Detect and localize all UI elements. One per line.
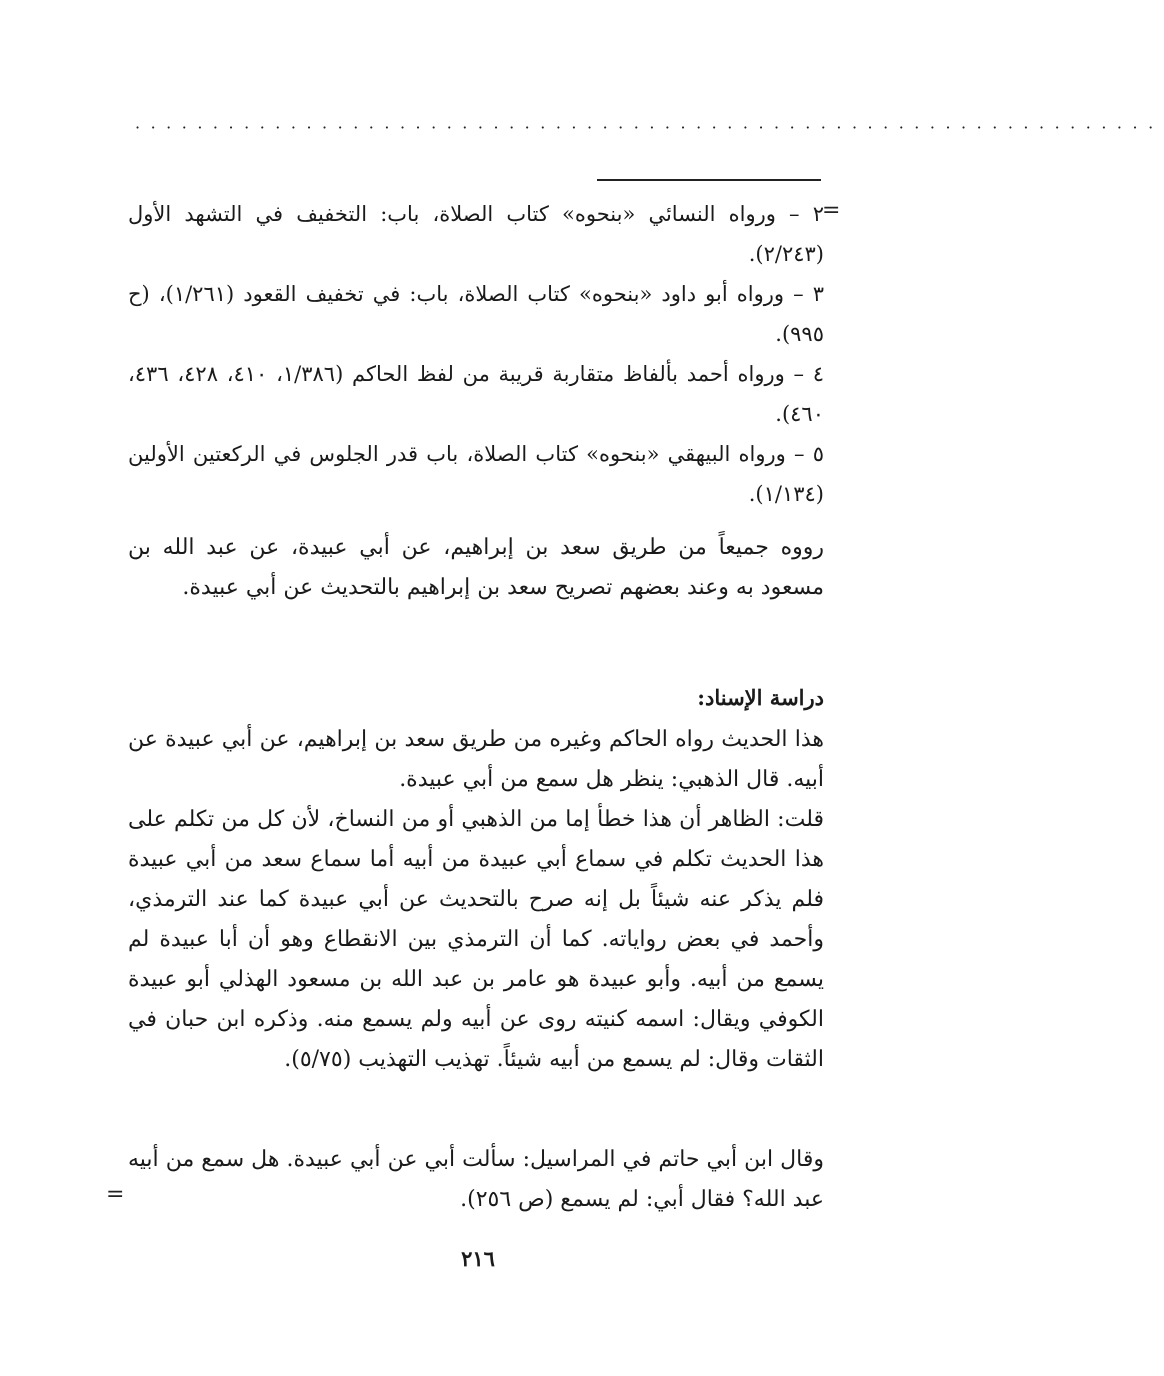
closing-paragraph: وقال ابن أبي حاتم في المراسيل: سألت أبي عن أبي عبيدة. هل سمع من أبيه عبد الله؟ فقال أبي: لم يسمع (ص ٢٥٦). xyxy=(128,1147,824,1212)
footnote-rule xyxy=(597,179,821,181)
footnotes xyxy=(128,194,824,514)
footnote-3: ٣ – ورواه أبو داود «بنحوه» كتاب الصلاة، باب: في تخفيف القعود (١/٢٦١)، (ح ٩٩٥). xyxy=(128,282,824,346)
summary-paragraph: رووه جميعاً من طريق سعد بن إبراهيم، عن أبي عبيدة، عن عبد الله بن مسعود به وعند بعضهم تصريح سعد بن إبراهيم بالتحديث عن أبي عبيدة. xyxy=(128,535,824,600)
footnote-4: ٤ – ورواه أحمد بألفاظ متقاربة قريبة من لفظ الحاكم (١/٣٨٦، ٤١٠، ٤٢٨، ٤٣٦، ٤٦٠). xyxy=(128,362,824,426)
footnote-2: ٢ – ورواه النسائي «بنحوه» كتاب الصلاة، باب: التخفيف في التشهد الأول (٢/٢٤٣). xyxy=(128,202,824,266)
section-heading: دراسة الإسناد: xyxy=(697,685,824,710)
continuation-mark-bottom: = xyxy=(106,1182,125,1207)
isnad-study xyxy=(128,720,824,1080)
continuation-mark-top: = xyxy=(822,198,841,223)
closing-note xyxy=(128,1140,824,1220)
page-number: ٢١٦ xyxy=(461,1246,495,1271)
study-paragraph-2: قلت: الظاهر أن هذا خطأ إما من الذهبي أو من النساخ، لأن كل من تكلم على هذا الحديث تكلم في سماع أبي عبيدة من أبيه أما سماع سعد من أبي عبيدة فلم يذكر عنه شيئاً بل إنه صرح بالتحديث عن أبي عبيدة كما عند الترمذي، وأحمد في بعض رواياته. كما أن الترمذي بين الانقطاع وهو أن أبا عبيدة لم يسمع من أبيه. وأبو عبيدة هو عامر بن عبد الله بن مسعود الهذلي أبو عبيدة الكوفي ويقال: اسمه كنيته روى عن أبيه ولم يسمع منه. وذكره ابن حبان في الثقات وقال: لم يسمع من أبيه شيئاً. تهذيب التهذيب (٥/٧٥). xyxy=(128,807,824,1072)
separator-dots: ·································································· xyxy=(135,118,1164,137)
study-paragraph-1: هذا الحديث رواه الحاكم وغيره من طريق سعد بن إبراهيم، عن أبي عبيدة عن أبيه. قال الذهبي: ينظر هل سمع من أبي عبيدة. xyxy=(128,727,825,792)
narration-summary xyxy=(128,528,824,608)
footnote-5: ٥ – ورواه البيهقي «بنحوه» كتاب الصلاة، باب قدر الجلوس في الركعتين الأولين (١/١٣٤). xyxy=(128,442,824,506)
